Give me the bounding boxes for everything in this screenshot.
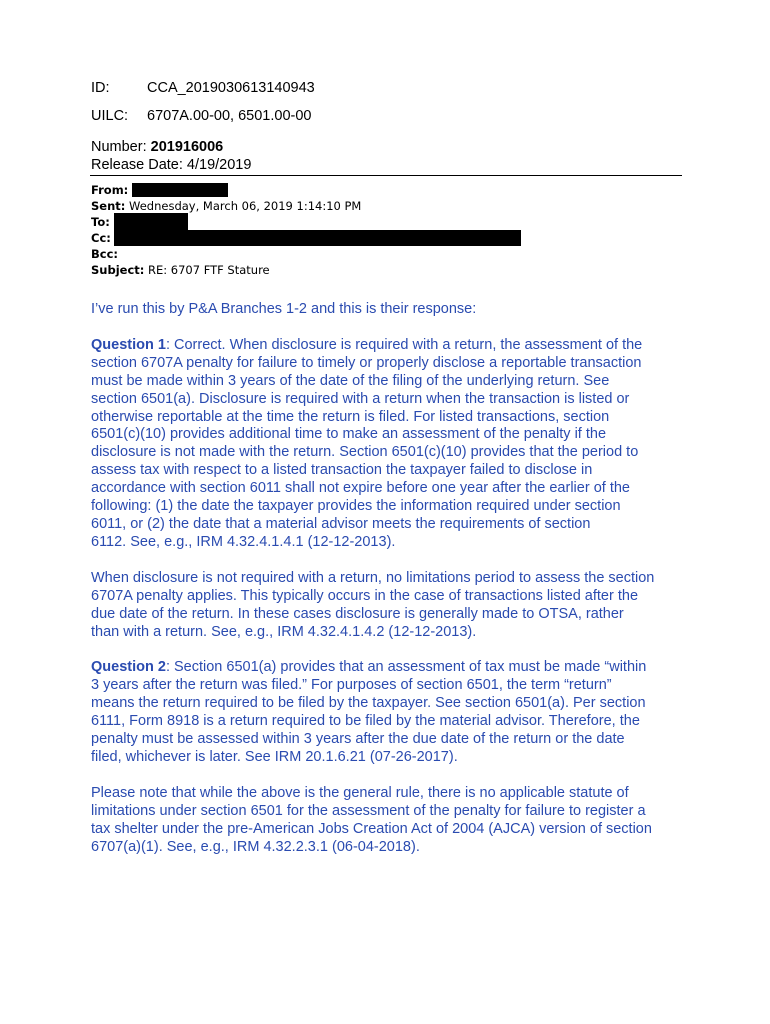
number-line	[91, 138, 223, 156]
release-date-line	[91, 156, 251, 174]
release-date-value: 4/19/2019	[186, 157, 252, 173]
q1-line: must be made within 3 years of the date of the filing of the underlying return. See	[91, 372, 610, 389]
q1-line: otherwise reportable at the time the return is filed. For listed transactions, section	[91, 408, 610, 425]
question-2-paragraph	[91, 659, 691, 766]
number-value: 201916006	[150, 139, 224, 155]
p2-line: 6707A penalty applies. This typically occurs in the case of transactions listed after the	[91, 587, 639, 604]
number-label: Number:	[91, 139, 151, 155]
question-1-label: Question 1	[91, 336, 166, 353]
p4-line: limitations under section 6501 for the assessment of the penalty for failure to register a	[91, 802, 646, 819]
subject-row	[91, 262, 361, 278]
q1-line: section 6707A penalty for failure to timely or properly disclose a reportable transaction	[91, 354, 642, 371]
intro-text: I’ve run this by P&A Branches 1-2 and this is their response:	[91, 301, 477, 317]
from-row	[91, 182, 361, 198]
redaction-box-to	[114, 213, 188, 230]
redaction-box-cc	[114, 230, 521, 246]
q2-line: 6111, Form 8918 is a return required to be filed by the material advisor. Therefore, the	[91, 713, 640, 730]
q2-line: means the return required to be filed by the taxpayer. See section 6501(a). Per section	[91, 695, 646, 712]
p2-line: When disclosure is not required with a return, no limitations period to assess the section	[91, 569, 655, 586]
q2-line: 3 years after the return was filed.” For purposes of section 6501, the term “return”	[91, 677, 612, 694]
sent-label: Sent:	[91, 199, 126, 213]
email-header	[91, 182, 361, 278]
sent-value: Wednesday, March 06, 2019 1:14:10 PM	[125, 199, 362, 213]
redaction-box-from	[132, 183, 228, 197]
p2-line: than with a return. See, e.g., IRM 4.32.4.1.4.2 (12-12-2013).	[91, 623, 477, 640]
p2-line: due date of the return. In these cases disclosure is generally made to OTSA, rather	[91, 605, 624, 622]
uilc-label: UILC:	[91, 108, 129, 124]
q2-line: : Section 6501(a) provides that an assessment of tax must be made “within	[165, 659, 647, 676]
q1-line: 6501(c)(10) provides additional time to make an assessment of the penalty if the	[91, 426, 607, 443]
intro-paragraph	[91, 301, 691, 319]
p4-line: 6707(a)(1). See, e.g., IRM 4.32.2.3.1 (06-04-2018).	[91, 838, 420, 855]
cc-row	[91, 230, 361, 246]
id-label: ID:	[91, 80, 110, 96]
header-divider	[90, 175, 682, 176]
q1-line: following: (1) the date the taxpayer provides the information required under section	[91, 498, 621, 515]
subject-value: RE: 6707 FTF Stature	[144, 263, 270, 277]
q1-line: assess tax with respect to a listed transaction the taxpayer failed to disclose in	[91, 462, 593, 479]
q2-line: penalty must be assessed within 3 years after the due date of the return or the date	[91, 731, 625, 748]
to-row	[91, 214, 361, 230]
q2-line: filed, whichever is later. See IRM 20.1.6.21 (07-26-2017).	[91, 748, 458, 765]
id-value: CCA_2019030613140943	[147, 80, 315, 96]
disclosure-not-required-paragraph	[91, 570, 691, 642]
subject-label: Subject:	[91, 263, 145, 277]
cc-label: Cc:	[91, 231, 111, 245]
p4-line: Please note that while the above is the general rule, there is no applicable statute of	[91, 784, 629, 801]
sent-row	[91, 198, 361, 214]
uilc-line	[91, 107, 311, 125]
from-label: From:	[91, 183, 129, 197]
bcc-row	[91, 246, 361, 262]
release-date-label: Release Date:	[91, 157, 187, 173]
uilc-value: 6707A.00-00, 6501.00-00	[147, 108, 312, 124]
id-line	[91, 79, 315, 97]
p4-line: tax shelter under the pre-American Jobs Creation Act of 2004 (AJCA) version of section	[91, 820, 652, 837]
q1-first-line	[91, 337, 691, 355]
q1-line: : Correct. When disclosure is required with a return, the assessment of the	[165, 336, 643, 353]
q1-line: section 6501(a). Disclosure is required with a return when the transaction is listed or	[91, 390, 630, 407]
bcc-label: Bcc:	[91, 247, 118, 261]
q1-line: 6112. See, e.g., IRM 4.32.4.1.4.1 (12-12-2013).	[91, 533, 396, 550]
q1-line: disclosure is not made with the return. Section 6501(c)(10) provides that the period to	[91, 444, 639, 461]
question-2-label: Question 2	[91, 659, 166, 676]
q1-line: 6011, or (2) the date that a material advisor meets the requirements of section	[91, 515, 591, 532]
email-body	[91, 301, 691, 874]
q1-line: accordance with section 6011 shall not expire before one year after the earlier of the	[91, 480, 630, 497]
to-label: To:	[91, 215, 110, 229]
question-1-paragraph	[91, 337, 691, 552]
general-rule-note-paragraph	[91, 785, 691, 857]
q2-first-line	[91, 659, 691, 677]
